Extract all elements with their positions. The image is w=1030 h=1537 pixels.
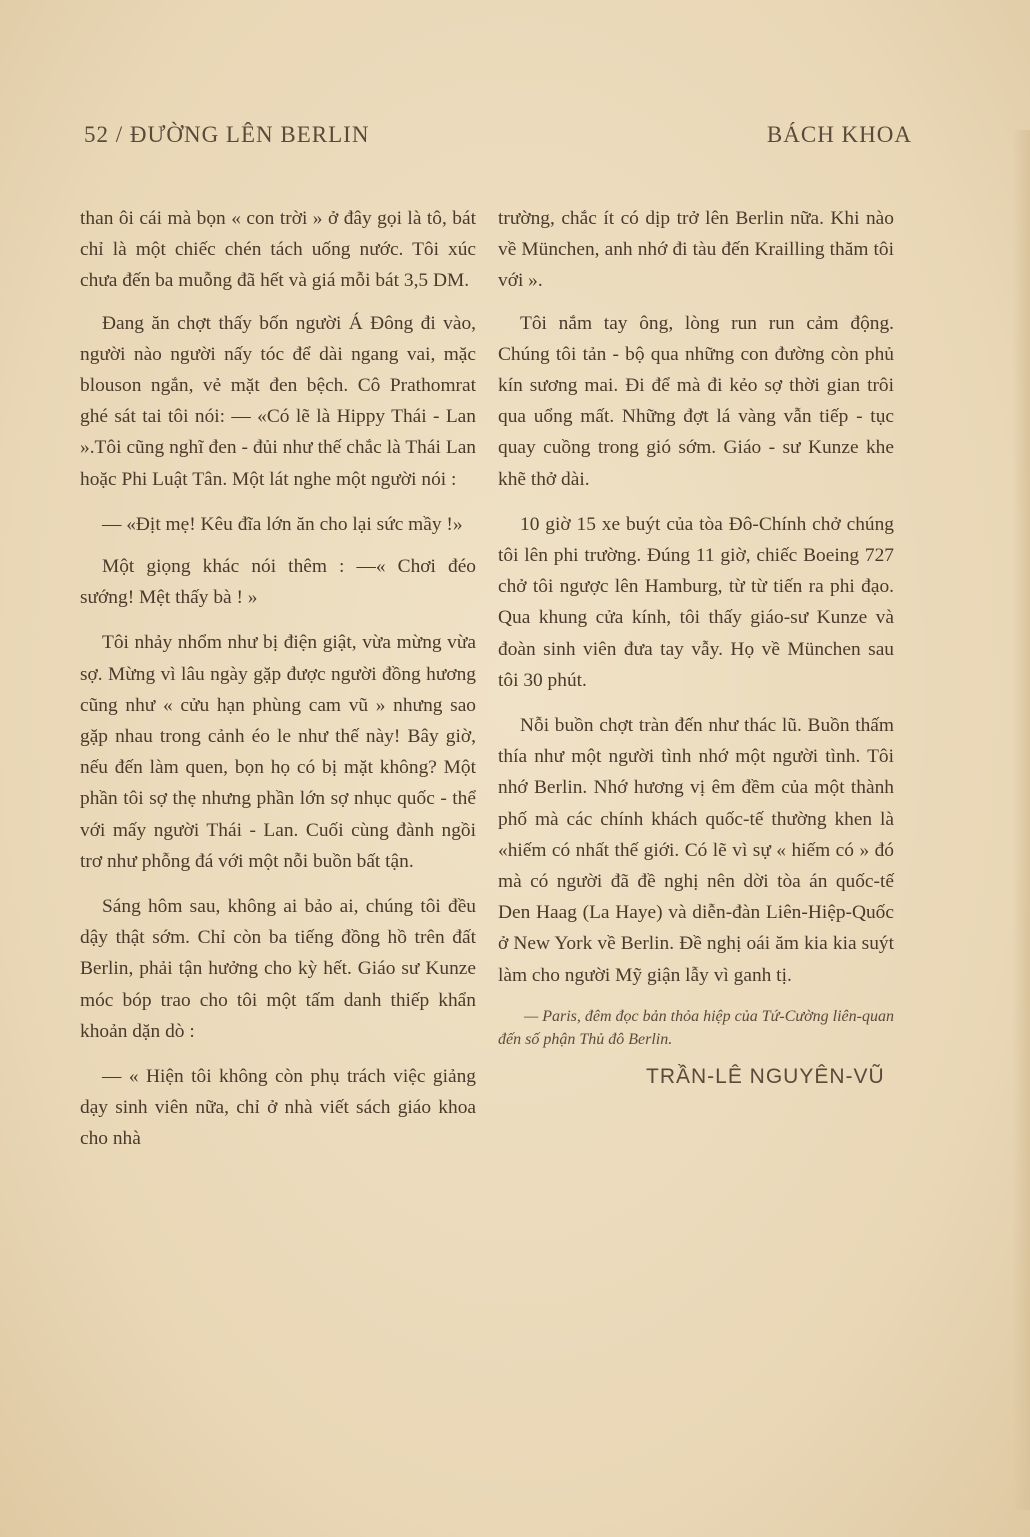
running-header <box>84 122 912 148</box>
right-column <box>498 203 894 1092</box>
paragraph: Đang ăn chợt thấy bốn người Á Đông đi vào, người nào người nấy tóc để dài ngang vai, mặc blouson ngắn, vẻ mặt đen bệch. Cô Prathomrat ghé sát tai tôi nói: — «Có lẽ là Hippy Thái - Lan ».Tôi cũng nghĩ đen - đủi như thế chắc là Thái Lan hoặc Phi Luật Tân. Một lát nghe một người nói : <box>80 312 476 490</box>
paragraph: Tôi nhảy nhổm như bị điện giật, vừa mừng vừa sợ. Mừng vì lâu ngày gặp được người đồng hương cũng như « cửu hạn phùng cam vũ » nhưng sao gặp nhau trong cảnh éo le như thế này! Bây giờ, nếu đến làm quen, bọn họ có bị mặt không? Một phần tôi sợ thẹ nhưng phần lớn sợ nhục quốc - thể với mấy người Thái - Lan. Cuối cùng đành ngồi trơ như phỗng đá với một nỗi buồn bất tận. <box>80 632 476 872</box>
paragraph: Nỗi buồn chợt tràn đến như thác lũ. Buồn thấm thía như một người tình nhớ một người tình. Tôi nhớ Berlin. Nhớ hương vị êm đềm của một thành phố mà các chính khách quốc-tế thường khen là «hiếm có nhất thế giới. Có lẽ vì sự « hiếm có » đó mà có người đã đề nghị nên dời tòa án quốc-tế Den Haag (La Haye) và diễn-đàn Liên-Hiệp-Quốc ở New York về Berlin. Đề nghị oái ăm kia kia suýt làm cho người Mỹ giận lẫy vì ganh tị. <box>498 715 894 986</box>
dialogue-line: Một giọng khác nói thêm : —« Chơi đéo sướng! Mệt thấy bà ! » <box>80 556 476 609</box>
running-header-left: 52 / ĐƯỜNG LÊN BERLIN <box>84 122 370 147</box>
left-column <box>80 203 476 1166</box>
paragraph: 10 giờ 15 xe buýt của tòa Đô-Chính chở chúng tôi lên phi trường. Đúng 11 giờ, chiếc Boeing 727 chở tôi ngược lên Hamburg, từ từ tiến ra phi đạo. Qua khung cửa kính, tôi thấy giáo-sư Kunze và đoàn sinh viên đưa tay vẫy. Họ về München sau tôi 30 phút. <box>498 513 894 691</box>
running-header-right: BÁCH KHOA <box>766 122 912 147</box>
dialogue-line: — « Hiện tôi không còn phụ trách việc giảng dạy sinh viên nữa, chỉ ở nhà viết sách giáo khoa cho nhà <box>80 1066 476 1150</box>
dateline: — Paris, đêm đọc bản thỏa hiệp của Tứ-Cường liên-quan đến số phận Thủ đô Berlin. <box>498 1007 894 1048</box>
page-edge-stain <box>1012 130 1030 1510</box>
paragraph: trường, chắc ít có dịp trở lên Berlin nữa. Khi nào về München, anh nhớ đi tàu đến Krailling thăm tôi với ». <box>498 208 894 292</box>
paragraph: Tôi nắm tay ông, lòng run run cảm động. Chúng tôi tản - bộ qua những con đường còn phủ kín sương mai. Đi để mà đi kẻo sợ thời gian trôi qua uổng mất. Những đợt lá vàng vẫn tiếp - tục quay cuồng trong gió sớm. Giáo - sư Kunze khe khẽ thở dài. <box>498 312 894 490</box>
author-signature: TRẦN-LÊ NGUYÊN-VŨ <box>646 1064 885 1088</box>
dialogue-line: — «Địt mẹ! Kêu đĩa lớn ăn cho lại sức mầy !» <box>102 513 463 535</box>
paragraph: than ôi cái mà bọn « con trời » ở đây gọi là tô, bát chỉ là một chiếc chén tách uống nước. Tôi xúc chưa đến ba muỗng đã hết và giá mỗi bát 3,5 DM. <box>80 208 476 292</box>
paragraph: Sáng hôm sau, không ai bảo ai, chúng tôi đều dậy thật sớm. Chỉ còn ba tiếng đồng hồ trên đất Berlin, phải tận hưởng cho kỳ hết. Giáo sư Kunze móc bóp trao cho tôi một tấm danh thiếp khẩn khoản dặn dò : <box>80 896 476 1042</box>
